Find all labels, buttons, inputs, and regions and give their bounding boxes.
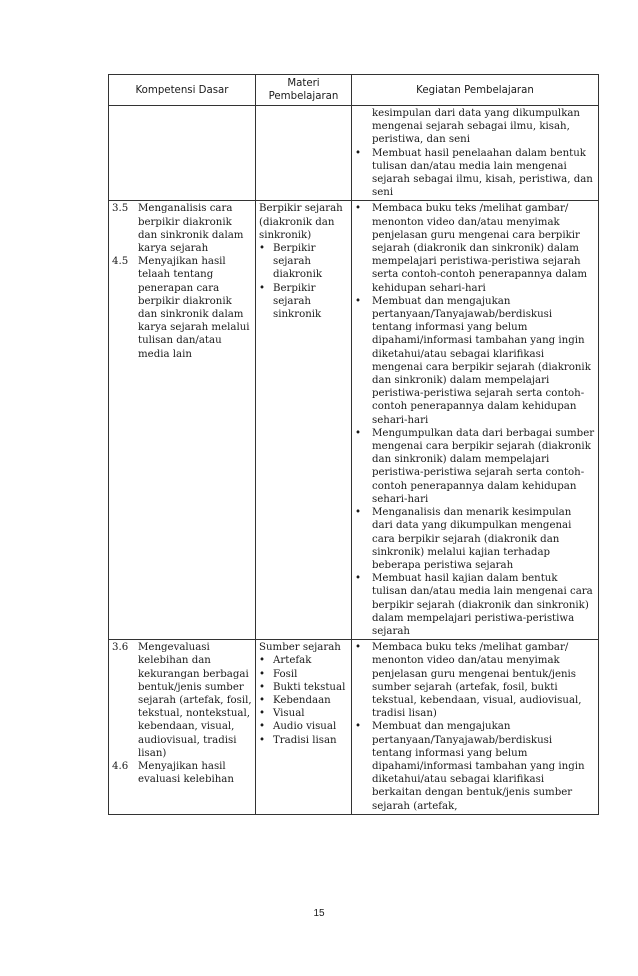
materi-item bbox=[259, 720, 348, 733]
materi-list bbox=[259, 654, 348, 746]
bullet-icon: • bbox=[259, 282, 266, 294]
bullet-icon: • bbox=[259, 681, 266, 693]
kd-item bbox=[112, 202, 252, 255]
kegiatan-item bbox=[355, 641, 595, 720]
materi-item bbox=[259, 668, 348, 681]
kegiatan-list bbox=[355, 147, 595, 200]
kd-text: Menyajikan hasil telaah tentang penerapan cara berpikir diakronik dan sinkronik dalam karya sejarah melalui tulisan dan/atau media lain bbox=[138, 256, 250, 360]
kd-number: 3.6 bbox=[112, 642, 129, 654]
bullet-icon: • bbox=[355, 507, 362, 519]
materi-item bbox=[259, 734, 348, 747]
kd-text: Menganalisis cara berpikir diakronik dan sinkronik dalam karya sejarah bbox=[138, 203, 244, 255]
bullet-icon: • bbox=[259, 734, 266, 746]
materi-title: Berpikir sejarah (diakronik dan sinkronik) bbox=[259, 203, 343, 241]
kd-list bbox=[112, 202, 252, 360]
bullet-icon: • bbox=[355, 642, 362, 654]
kegiatan-item bbox=[355, 295, 595, 427]
bullet-icon: • bbox=[259, 243, 266, 255]
table-row bbox=[109, 201, 599, 640]
materi-cell bbox=[256, 640, 352, 815]
kegiatan-item bbox=[355, 147, 595, 200]
table-header-row bbox=[109, 75, 599, 106]
kegiatan-continuation: kesimpulan dari data yang dikumpulkan mengenai sejarah sebagai ilmu, kisah, peristiwa, dan seni bbox=[372, 108, 580, 146]
kegiatan-item bbox=[355, 572, 595, 638]
materi-title: Sumber sejarah bbox=[259, 642, 341, 654]
materi-item-text: Bukti tekstual bbox=[273, 681, 346, 693]
bullet-icon: • bbox=[355, 721, 362, 733]
kd-cell bbox=[109, 640, 256, 815]
header-kompetensi-dasar: Kompetensi Dasar bbox=[109, 75, 256, 106]
materi-item-text: Fosil bbox=[273, 668, 298, 680]
bullet-icon: • bbox=[355, 147, 362, 159]
materi-item-text: Audio visual bbox=[273, 721, 337, 733]
materi-item bbox=[259, 242, 348, 282]
kegiatan-item-text: Membaca buku teks /melihat gambar/ menonton video dan/atau menyimak penjelasan guru mengenai cara berpikir sejarah (diakronik dan sinkronik) dalam mempelajari peristiwa-peristiwa sejarah serta contoh-contoh penerapannya dalam kehidupan sehari-hari bbox=[372, 203, 588, 294]
kd-list bbox=[112, 641, 252, 786]
materi-item bbox=[259, 707, 348, 720]
kd-text: Menyajikan hasil evaluasi kelebihan bbox=[138, 760, 234, 786]
kd-item bbox=[112, 760, 252, 786]
kd-item bbox=[112, 255, 252, 361]
kegiatan-item bbox=[355, 427, 595, 506]
kegiatan-item-text: Membuat dan mengajukan pertanyaan/Tanyajawab/berdiskusi tentang informasi yang belum dipahami/informasi tambahan yang ingin diketahui/atau sebagai klarifikasi mengenai cara berpikir sejarah (diakronik dan sinkronik) dalam mempelajari peristiwa-peristiwa sejarah serta contoh-contoh penerapannya dalam kehidupan sehari-hari bbox=[372, 295, 591, 426]
kd-cell bbox=[109, 106, 256, 201]
header-kegiatan-pembelajaran: Kegiatan Pembelajaran bbox=[352, 75, 599, 106]
kegiatan-cell bbox=[352, 201, 599, 640]
kegiatan-list bbox=[355, 202, 595, 638]
kegiatan-cell bbox=[352, 640, 599, 815]
kd-number: 4.5 bbox=[112, 256, 129, 268]
materi-item-text: Tradisi lisan bbox=[273, 734, 337, 746]
bullet-icon: • bbox=[355, 295, 362, 307]
materi-item-text: Artefak bbox=[273, 655, 312, 667]
bullet-icon: • bbox=[355, 203, 362, 215]
kd-text: Mengevaluasi kelebihan dan kekurangan berbagai bentuk/jenis sumber sejarah (artefak, fosil, tekstual, nontekstual, kebendaan, visual, audiovisual, tradisi lisan) bbox=[138, 642, 252, 759]
bullet-icon: • bbox=[355, 427, 362, 439]
kegiatan-item-text: Membuat hasil kajian dalam bentuk tulisan dan/atau media lain mengenai cara berpikir sejarah (diakronik dan sinkronik) dalam mempelajari peristiwa-peristiwa sejarah bbox=[372, 573, 593, 637]
kegiatan-item bbox=[355, 202, 595, 294]
materi-item-text: Kebendaan bbox=[273, 694, 331, 706]
bullet-icon: • bbox=[259, 668, 266, 680]
materi-item bbox=[259, 282, 348, 322]
bullet-icon: • bbox=[259, 694, 266, 706]
header-materi-pembelajaran: Materi Pembelajaran bbox=[256, 75, 352, 106]
kegiatan-item bbox=[355, 506, 595, 572]
bullet-icon: • bbox=[355, 573, 362, 585]
kegiatan-item bbox=[355, 720, 595, 812]
table-body bbox=[109, 106, 599, 815]
page-number: 15 bbox=[313, 908, 325, 919]
kegiatan-item-text: Menganalisis dan menarik kesimpulan dari data yang dikumpulkan mengenai cara berpikir sejarah (diakronik dan sinkronik) melalui kajian terhadap beberapa peristiwa sejarah bbox=[372, 507, 572, 571]
materi-cell bbox=[256, 106, 352, 201]
materi-item bbox=[259, 654, 348, 667]
curriculum-table bbox=[108, 74, 599, 815]
table-row bbox=[109, 640, 599, 815]
kegiatan-cell bbox=[352, 106, 599, 201]
bullet-icon: • bbox=[259, 708, 266, 720]
kegiatan-item-text: Membaca buku teks /melihat gambar/ menonton video dan/atau menyimak penjelasan guru mengenai bentuk/jenis sumber sejarah (artefak, fosil, bukti tekstual, kebendaan, visual, audiovisual, tradisi lisan) bbox=[372, 642, 582, 720]
bullet-icon: • bbox=[259, 721, 266, 733]
materi-item bbox=[259, 681, 348, 694]
materi-item-text: Berpikir sejarah sinkronik bbox=[273, 282, 322, 321]
materi-cell bbox=[256, 201, 352, 640]
kegiatan-item-text: Membuat dan mengajukan pertanyaan/Tanyajawab/berdiskusi tentang informasi yang belum dipahami/informasi tambahan yang ingin diketahui/atau sebagai klarifikasi berkaitan dengan bentuk/jenis sumber sejarah (artefak, bbox=[372, 721, 585, 812]
kegiatan-list bbox=[355, 641, 595, 813]
materi-list bbox=[259, 242, 348, 321]
table-row bbox=[109, 106, 599, 201]
materi-item bbox=[259, 694, 348, 707]
kegiatan-item-text: Membuat hasil penelaahan dalam bentuk tulisan dan/atau media lain mengenai sejarah sebagai ilmu, kisah, peristiwa, dan seni bbox=[372, 147, 593, 199]
materi-item-text: Visual bbox=[273, 708, 305, 720]
kegiatan-item-text: Mengumpulkan data dari berbagai sumber mengenai cara berpikir sejarah (diakronik dan sinkronik) dalam mempelajari peristiwa-peristiwa sejarah serta contoh-contoh penerapannya dalam kehidupan sehari-hari bbox=[372, 427, 595, 505]
kd-cell bbox=[109, 201, 256, 640]
kd-item bbox=[112, 641, 252, 760]
materi-item-text: Berpikir sejarah diakronik bbox=[273, 243, 323, 281]
bullet-icon: • bbox=[259, 655, 266, 667]
kd-number: 3.5 bbox=[112, 203, 129, 215]
kd-number: 4.6 bbox=[112, 760, 129, 772]
